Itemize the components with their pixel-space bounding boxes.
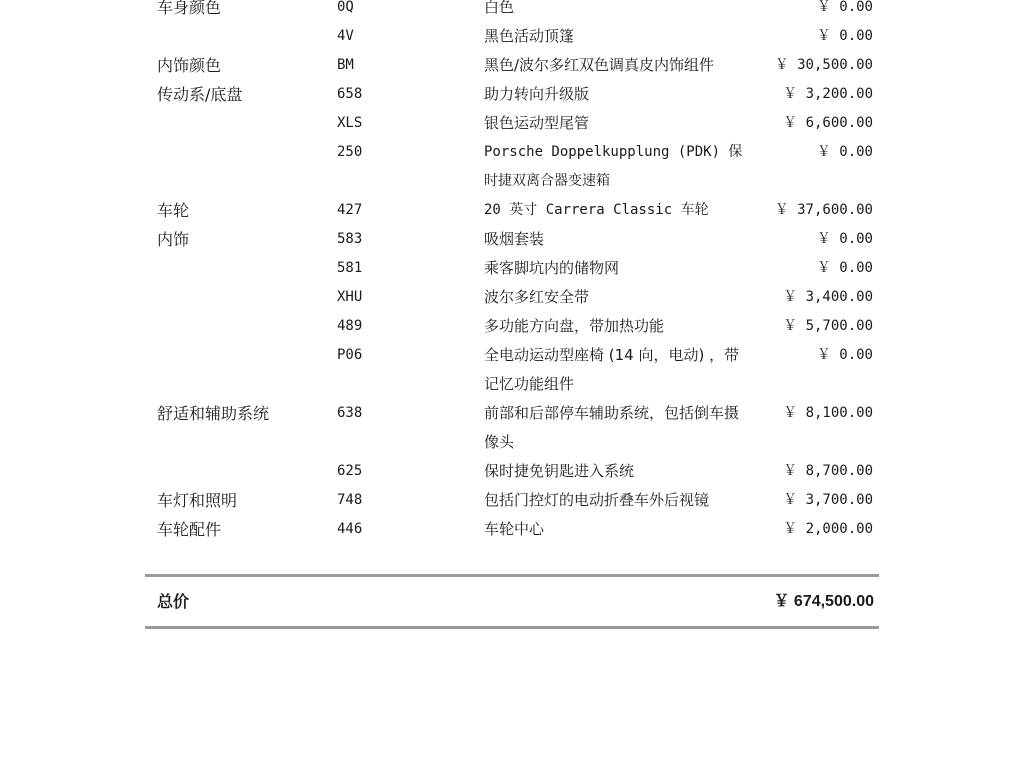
row-description: 车轮中心 [484,520,545,538]
row-category: 舒适和辅助系统 [157,404,270,423]
row-price: ￥ 2,000.00 [783,521,873,537]
row-code: 581 [337,260,363,276]
table-row [157,138,877,196]
table-row [157,80,877,109]
row-code: 489 [337,318,363,334]
row-category: 车轮配件 [157,520,222,539]
row-category: 车身颜色 [157,0,222,17]
row-code: 250 [337,144,363,160]
row-description: 黑色活动顶篷 [484,27,575,45]
row-code: BM [337,57,354,73]
row-description: 吸烟套装 [484,230,545,248]
row-code: 427 [337,202,363,218]
table-row [157,399,877,457]
row-price: ￥ 3,200.00 [783,86,873,102]
row-price: ￥ 0.00 [816,0,873,15]
table-row [157,312,877,341]
row-description: 银色运动型尾管 [484,114,590,132]
row-description: 黑色/波尔多红双色调真皮内饰组件 [484,56,715,74]
row-price: ￥ 30,500.00 [774,57,873,73]
options-table [157,0,877,544]
row-code: 658 [337,86,363,102]
row-price: ￥ 6,600.00 [783,115,873,131]
table-row [157,225,877,254]
total-section [145,574,879,629]
row-category: 传动系/底盘 [157,85,243,104]
row-description: 乘客脚坑内的储物网 [484,259,620,277]
row-category: 内饰 [157,230,190,249]
row-category: 车灯和照明 [157,491,238,510]
row-description: 白色 [484,0,515,16]
row-price: ￥ 0.00 [816,231,873,247]
row-description: 多功能方向盘，带加热功能 [484,317,665,335]
row-category: 车轮 [157,201,190,220]
row-code: 638 [337,405,363,421]
row-price: ￥ 3,700.00 [783,492,873,508]
row-category: 内饰颜色 [157,56,222,75]
row-price: ￥ 3,400.00 [783,289,873,305]
table-row [157,51,877,80]
row-description: Porsche Doppelkupplung (PDK) 保时捷双离合器变速箱 [484,144,743,189]
table-row [157,515,877,544]
row-code: 748 [337,492,363,508]
row-code: 625 [337,463,363,479]
table-row [157,254,877,283]
row-code: 583 [337,231,363,247]
table-row [157,109,877,138]
row-code: P06 [337,347,363,363]
row-code: XHU [337,289,363,305]
row-description: 前部和后部停车辅助系统，包括倒车摄像头 [484,404,740,451]
row-price: ￥ 8,100.00 [783,405,873,421]
table-row [157,196,877,225]
row-price: ￥ 5,700.00 [783,318,873,334]
total-price: ￥ 674,500.00 [773,593,874,610]
row-code: 446 [337,521,363,537]
table-row [157,22,877,51]
table-row [157,341,877,399]
row-code: 4V [337,28,354,44]
row-price: ￥ 0.00 [816,144,873,160]
row-price: ￥ 0.00 [816,28,873,44]
row-code: 0Q [337,0,354,15]
row-description: 波尔多红安全带 [484,288,590,306]
table-row [157,0,877,22]
table-row [157,457,877,486]
row-description: 助力转向升级版 [484,85,590,103]
row-price: ￥ 37,600.00 [774,202,873,218]
row-description: 包括门控灯的电动折叠车外后视镜 [484,491,710,509]
table-row [157,486,877,515]
table-row [157,283,877,312]
row-code: XLS [337,115,363,131]
total-label: 总价 [157,592,190,611]
row-price: ￥ 0.00 [816,260,873,276]
row-description: 20 英寸 Carrera Classic 车轮 [484,202,709,218]
row-description: 保时捷免钥匙进入系统 [484,462,635,480]
row-description: 全电动运动型座椅 (14 向，电动) ，带记忆功能组件 [484,346,740,393]
row-price: ￥ 8,700.00 [783,463,873,479]
row-price: ￥ 0.00 [816,347,873,363]
